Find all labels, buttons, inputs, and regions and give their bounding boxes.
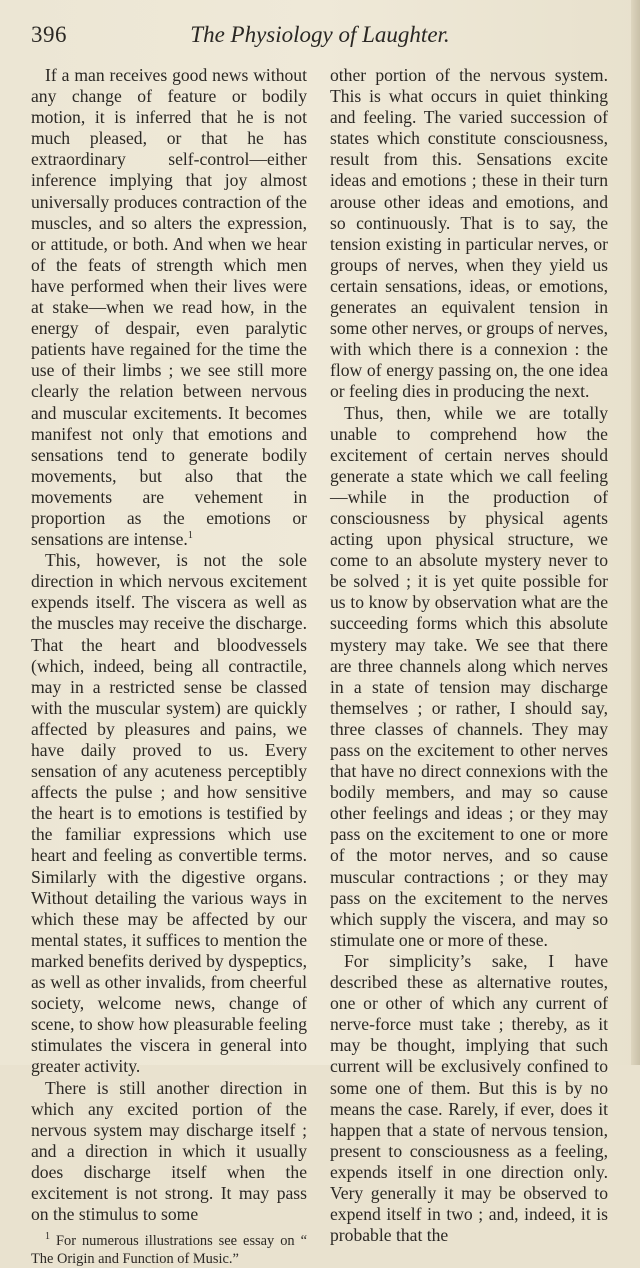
paragraph: Thus, then, while we are totally unable to comprehend how the excitement of certain nerves should generate a state which we call feeling—while in the production of consciousness by physical agents acting upon physical structure, we come to an absolute mystery never to be solved ; it is yet quite possible for us to know by observation what are the succeeding forms which this absolute mystery may take. We see that there are three channels along which nerves in a state of tension may discharge themselves ; or rather, I should say, three classes of channels. They may pass on the excitement to other nerves that have no direct connexions with the bodily members, and may so cause other feelings and ideas ; or they may pass on the excitement to one or more of the motor nerves, and so cause muscular contractions ; or they may pass on the excitement to the nerves which supply the viscera, and may so stimulate one or more of these. — [330, 402, 608, 950]
running-title: The Physiology of Laughter. — [190, 22, 450, 47]
left-column — [31, 65, 307, 1268]
paragraph: For simplicity’s sake, I have described these as alternative routes, one or other of which any current of nerve-force must take ; thereby, as it may be thought, implying that such current will be exclusively confined to some one of them. But this is by no means the case. Rarely, if ever, does it happen that a state of nervous tension, present to consciousness as a feeling, expends itself in one direction only. Very generally it may be observed to expend itself in two ; and, indeed, it is probable that the — [330, 950, 608, 1246]
paragraph: There is still another direction in which any excited portion of the nervous system may discharge itself ; and a direction in which it usually does discharge itself when the excitement is not strong. It may pass on the stimulus to some — [31, 1077, 307, 1225]
paragraph — [31, 65, 307, 550]
page-header — [0, 22, 640, 52]
footnote-text: For numerous illustrations see essay on “ The Origin and Function of Music.” — [31, 1233, 307, 1268]
page-edge-shadow — [631, 0, 640, 1065]
paragraph: This, however, is not the sole direction in which nervous excitement expends itself. The viscera as well as the muscles may receive the discharge. That the heart and bloodvessels (which, indeed, being all contractile, may in a restricted sense be classed with the muscular system) are quickly affected by pleasures and pains, we have daily proved to us. Every sensation of any acuteness perceptibly affects the pulse ; and how sensitive the heart is to emotions is testified by the familiar expressions which use heart and feeling as convertible terms. Similarly with the digestive organs. Without detailing the various ways in which these may be affected by our mental states, it suffices to mention the marked benefits derived by dyspeptics, as well as other invalids, from cheerful society, welcome news, change of scene, to show how pleasurable feeling stimulates the viscera in general into greater activity. — [31, 550, 307, 1077]
page-number: 396 — [31, 22, 67, 47]
footnote-reference: 1 — [187, 530, 193, 542]
right-column — [330, 65, 608, 1246]
footnote-marker: 1 — [45, 1231, 50, 1243]
footnote — [31, 1232, 307, 1268]
paragraph: other portion of the nervous system. This is what occurs in quiet thinking and feeling. The varied succession of states which constitute consciousness, result from this. Sensations excite ideas and emotions ; these in their turn arouse other ideas and emotions, and so continuously. That is to say, the tension existing in particular nerves, or groups of nerves, when they yield us certain sensations, ideas, or emotions, generates an equivalent tension in some other nerves, or groups of nerves, with which there is a connexion : the flow of energy passing on, the one idea or feeling dies in producing the next. — [330, 65, 608, 402]
paragraph-text: If a man receives good news without any change of feature or bodily motion, it is inferred that he is not much pleased, or that he has extraordinary self-control—either inference implying that joy almost universally produces contraction of the muscles, and so alters the expression, or attitude, or both. And when we hear of the feats of strength which men have performed when their lives were at stake—when we read how, in the energy of despair, even paralytic patients have regained for the time the use of their limbs ; we see still more clearly the relation between nervous and muscular excitements. It becomes manifest not only that emotions and sensations tend to generate bodily movements, but also that the movements are vehement in proportion as the emotions or sensations are intense. — [31, 65, 307, 550]
